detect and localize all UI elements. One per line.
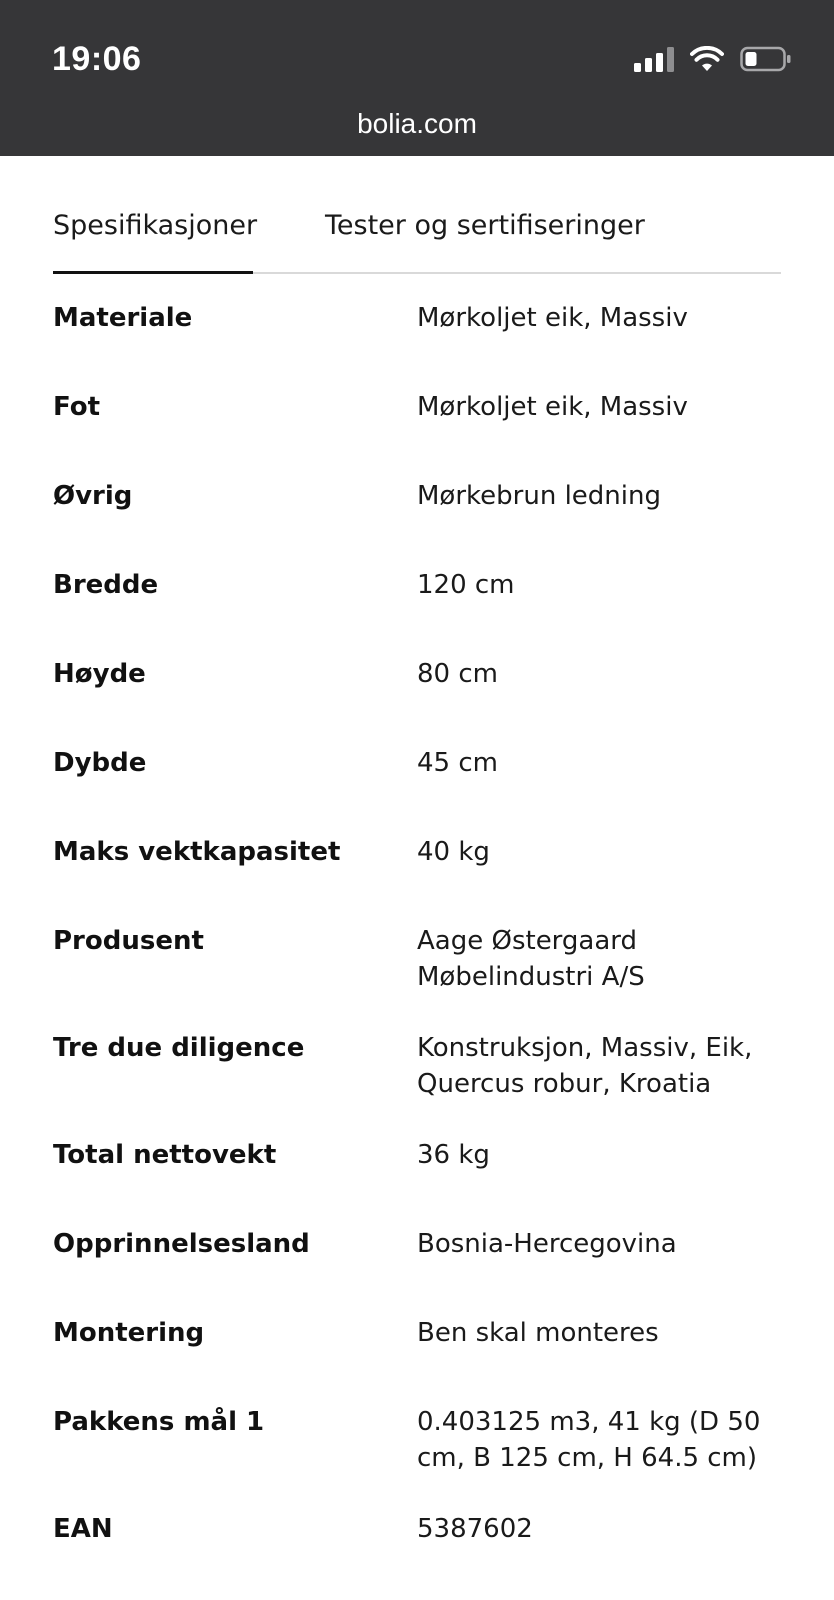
- spec-value: 0.403125 m3, 41 kg (D 50 cm, B 125 cm, H 64.5 cm): [417, 1407, 761, 1473]
- spec-row-package-dimensions: [53, 1404, 781, 1511]
- status-bar: [0, 0, 834, 156]
- cellular-signal-icon: [634, 46, 674, 72]
- spec-value: 36 kg: [417, 1140, 490, 1170]
- spec-label: Total nettovekt: [53, 1140, 277, 1170]
- spec-label: Bredde: [53, 570, 159, 600]
- spec-row-net-weight: [53, 1137, 781, 1226]
- spec-label: Produsent: [53, 926, 204, 956]
- spec-value: Mørkoljet eik, Massiv: [417, 392, 688, 422]
- spec-label: Dybde: [53, 748, 147, 778]
- specifications-list: [53, 300, 781, 1571]
- spec-label: Pakkens mål 1: [53, 1407, 265, 1437]
- spec-row-max-weight: [53, 834, 781, 923]
- spec-label: Montering: [53, 1318, 205, 1348]
- spec-value: Ben skal monteres: [417, 1318, 659, 1348]
- status-icons: [634, 46, 792, 72]
- active-tab-indicator: [53, 271, 253, 274]
- spec-row-other: [53, 478, 781, 567]
- spec-label: Maks vektkapasitet: [53, 837, 341, 867]
- spec-value: Mørkoljet eik, Massiv: [417, 303, 688, 333]
- battery-icon: [740, 46, 792, 72]
- spec-row-material: [53, 300, 781, 389]
- spec-value: Konstruksjon, Massiv, Eik, Quercus robur, Kroatia: [417, 1033, 753, 1099]
- spec-value: 80 cm: [417, 659, 498, 689]
- wifi-icon: [690, 46, 724, 72]
- spec-label: Fot: [53, 392, 100, 422]
- spec-value: 45 cm: [417, 748, 498, 778]
- status-time: 19:06: [52, 40, 142, 78]
- spec-row-width: [53, 567, 781, 656]
- spec-value: Bosnia-Hercegovina: [417, 1229, 677, 1259]
- spec-tabs: [53, 200, 781, 274]
- spec-label: Øvrig: [53, 481, 133, 511]
- spec-value: 120 cm: [417, 570, 515, 600]
- spec-row-foot: [53, 389, 781, 478]
- spec-row-ean: [53, 1511, 781, 1571]
- spec-value: Mørkebrun ledning: [417, 481, 661, 511]
- spec-row-height: [53, 656, 781, 745]
- spec-row-depth: [53, 745, 781, 834]
- spec-value: Aage Østergaard Møbelindustri A/S: [417, 926, 645, 992]
- spec-row-due-diligence: [53, 1030, 781, 1137]
- spec-row-manufacturer: [53, 923, 781, 1030]
- spec-row-assembly: [53, 1315, 781, 1404]
- tab-specifications[interactable]: Spesifikasjoner: [53, 210, 258, 241]
- tab-tests-certifications[interactable]: Tester og sertifiseringer: [325, 210, 645, 241]
- spec-value: 40 kg: [417, 837, 490, 867]
- spec-label: EAN: [53, 1514, 113, 1544]
- address-bar-url[interactable]: bolia.com: [357, 108, 477, 139]
- spec-label: Materiale: [53, 303, 193, 333]
- spec-label: Tre due diligence: [53, 1033, 305, 1063]
- spec-label: Opprinnelsesland: [53, 1229, 310, 1259]
- spec-label: Høyde: [53, 659, 146, 689]
- spec-row-origin: [53, 1226, 781, 1315]
- spec-value: 5387602: [417, 1514, 533, 1544]
